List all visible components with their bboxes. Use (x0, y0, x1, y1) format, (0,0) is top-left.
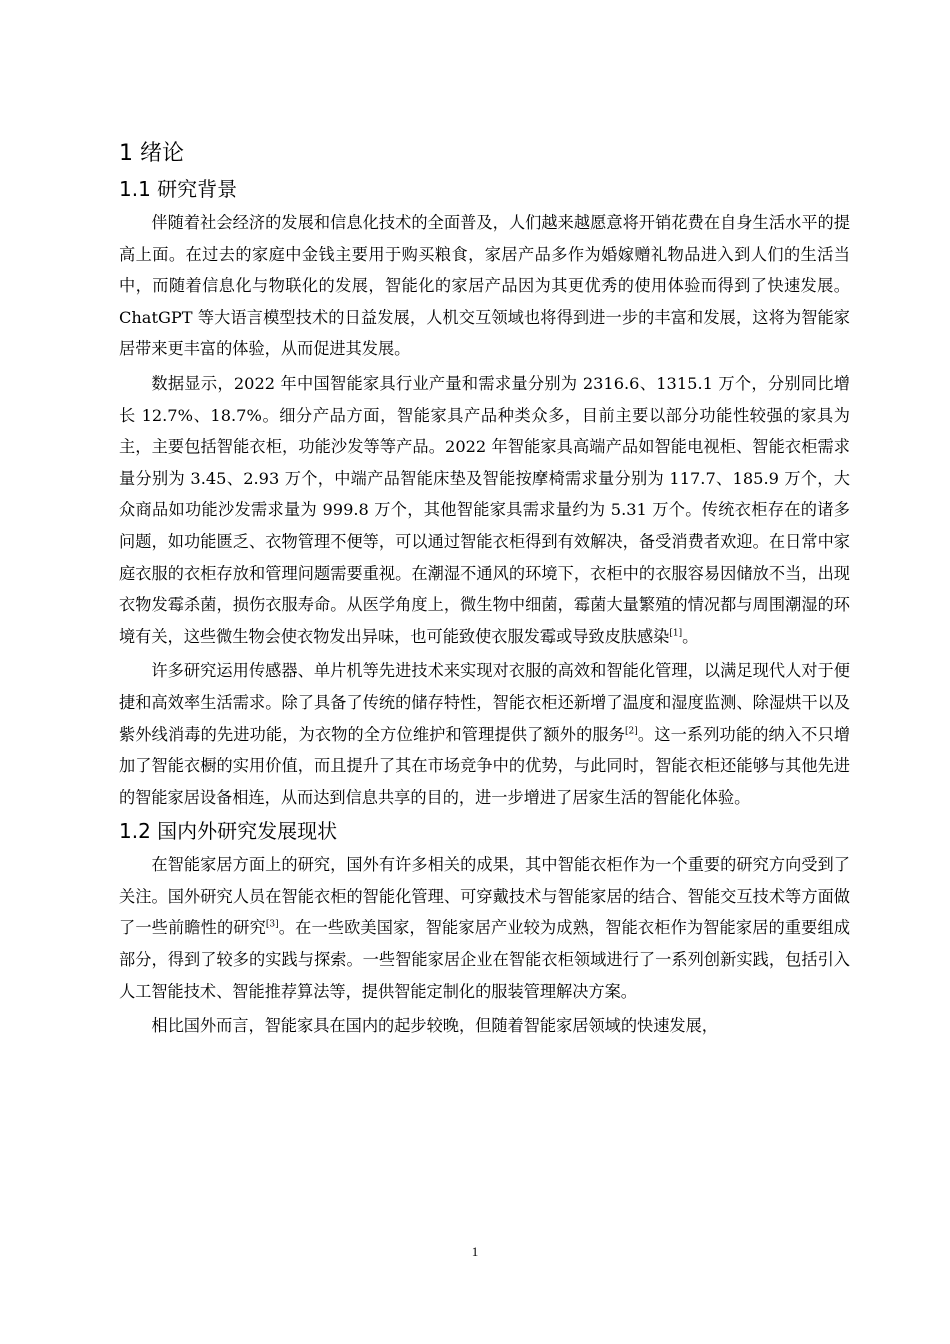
section-research-status (119, 816, 850, 1042)
citation-ref[interactable]: [1] (669, 628, 683, 639)
paragraph (119, 655, 850, 813)
paragraph (119, 207, 850, 365)
paragraph-tail: 。 (682, 626, 699, 646)
section-research-background (119, 174, 850, 813)
paragraph-text: 相比国外而言，智能家具在国内的起步较晚，但随着智能家居领域的快速发展， (151, 1016, 718, 1036)
paragraph-text: 许多研究运用传感器、单片机等先进技术来实现对衣服的高效和智能化管理，以满足现代人对于便捷和高效率生活需求。除了具备了传统的储存特性，智能衣柜还新增了温度和湿度监测、除湿烘干以及紫外线消毒的先进功能，为衣物的全方位维护和管理提供了额外的服务 (119, 661, 850, 744)
citation-ref[interactable]: [3] (265, 920, 279, 931)
page-body (119, 138, 850, 1045)
paragraph-text: 数据显示，2022 年中国智能家具行业产量和需求量分别为 2316.6、1315.1 万个，分别同比增长 12.7%、18.7%。细分产品方面，智能家具产品种类众多，目前主要以部分功能性较强的家具为主，主要包括智能衣柜，功能沙发等等产品。2022 年智能家具高端产品如智能电视柜、智能衣柜需求量分别为 3.45、2.93 万个，中端产品智能床垫及智能按摩椅需求量分别为 117.7、185.9 万个，大众商品如功能沙发需求量为 999.8 万个，其他智能家具需求量约为 5.31 万个。传统衣柜存在的诸多问题，如功能匮乏、衣物管理不便等，可以通过智能衣柜得到有效解决，备受消费者欢迎。在日常中家庭衣服的衣柜存放和管理问题需要重视。在潮湿不通风的环境下，衣柜中的衣服容易因储放不当，出现衣物发霉杀菌，损伤衣服寿命。从医学角度上，微生物中细菌，霉菌大量繁殖的情况都与周围潮湿的环境有关，这些微生物会使衣物发出异味，也可能致使衣服发霉或导致皮肤感染 (119, 373, 850, 646)
paragraph (119, 849, 850, 1007)
paragraph-text: 伴随着社会经济的发展和信息化技术的全面普及，人们越来越愿意将开销花费在自身生活水平的提高上面。在过去的家庭中金钱主要用于购买粮食，家居产品多作为婚嫁赠礼物品进入到人们的生活当中，而随着信息化与物联化的发展，智能化的家居产品因为其更优秀的使用体验而得到了快速发展。ChatGPT 等大语言模型技术的日益发展，人机交互领域也将得到进一步的丰富和发展，这将为智能家居带来更丰富的体验，从而促进其发展。 (119, 213, 850, 359)
section-title: 1.2 国内外研究发展现状 (119, 819, 338, 844)
chapter-title: 1 绪论 (119, 141, 184, 166)
paragraph-tail: 。这一系列功能的纳入不只增加了智能衣橱的实用价值，而且提升了其在市场竞争中的优势，与此同时，智能衣柜还能够与其他先进的智能家居设备相连，从而达到信息共享的目的，进一步增进了居家生活的智能化体验。 (119, 724, 851, 807)
paragraph (119, 1010, 850, 1042)
paragraph-tail: 。在一些欧美国家，智能家居产业较为成熟，智能衣柜作为智能家居的重要组成部分，得到了较多的实践与探索。一些智能家居企业在智能衣柜领域进行了一系列创新实践，包括引入人工智能技术、智能推荐算法等，提供智能定制化的服装管理解决方案。 (119, 918, 851, 1001)
citation-ref[interactable]: [2] (625, 726, 638, 737)
page-number: 1 (471, 1244, 479, 1259)
section-title: 1.1 研究背景 (119, 177, 238, 201)
paragraph (119, 368, 850, 652)
paragraph-text: 在智能家居方面上的研究，国外有许多相关的成果，其中智能衣柜作为一个重要的研究方向受到了关注。国外研究人员在智能衣柜的智能化管理、可穿戴技术与智能家居的结合、智能交互技术等方面做了一些前瞻性的研究 (119, 855, 850, 938)
